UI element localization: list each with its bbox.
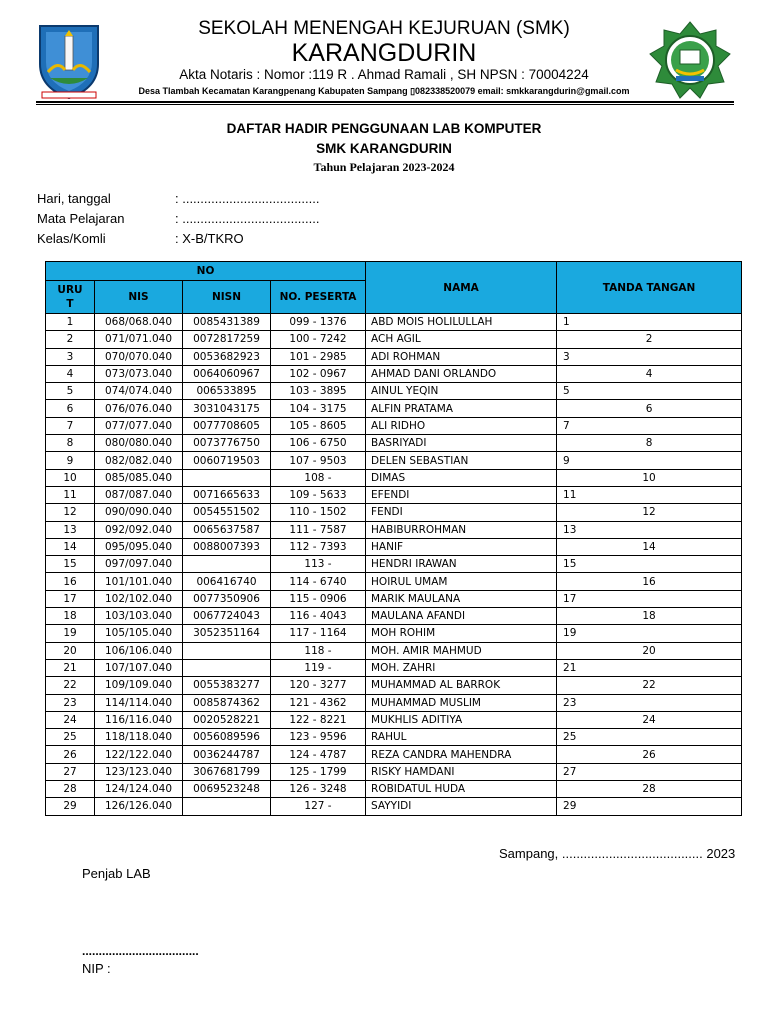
cell-no-peserta: 109 - 5633 xyxy=(271,486,366,503)
cell-nis: 068/068.040 xyxy=(95,314,183,331)
header-tanda-tangan: TANDA TANGAN xyxy=(557,262,742,314)
cell-no-peserta: 099 - 1376 xyxy=(271,314,366,331)
cell-no-peserta: 108 - xyxy=(271,469,366,486)
cell-nisn xyxy=(183,798,271,815)
cell-no-peserta: 102 - 0967 xyxy=(271,365,366,382)
cell-tanda-tangan: 16 xyxy=(557,573,742,590)
cell-nama: AINUL YEQIN xyxy=(366,383,557,400)
cell-no-peserta: 103 - 3895 xyxy=(271,383,366,400)
cell-nisn: 0065637587 xyxy=(183,521,271,538)
cell-no-peserta: 105 - 8605 xyxy=(271,417,366,434)
cell-nisn: 0054551502 xyxy=(183,504,271,521)
cell-nisn: 0036244787 xyxy=(183,746,271,763)
cell-nama: HENDRI IRAWAN xyxy=(366,556,557,573)
cell-nisn: 0056089596 xyxy=(183,729,271,746)
cell-nisn: 0073776750 xyxy=(183,435,271,452)
cell-tanda-tangan: 23 xyxy=(557,694,742,711)
cell-nis: 126/126.040 xyxy=(95,798,183,815)
cell-tanda-tangan: 19 xyxy=(557,625,742,642)
cell-no-peserta: 124 - 4787 xyxy=(271,746,366,763)
cell-nis: 076/076.040 xyxy=(95,400,183,417)
table-row xyxy=(46,400,742,417)
cell-urut: 27 xyxy=(46,763,95,780)
field-value-class: : X-B/TKRO xyxy=(175,231,244,246)
cell-nisn: 0067724043 xyxy=(183,608,271,625)
cell-no-peserta: 113 - xyxy=(271,556,366,573)
cell-nis: 082/082.040 xyxy=(95,452,183,469)
cell-tanda-tangan: 14 xyxy=(557,538,742,555)
cell-nama: SAYYIDI xyxy=(366,798,557,815)
cell-nama: AHMAD DANI ORLANDO xyxy=(366,365,557,382)
cell-nis: 071/071.040 xyxy=(95,331,183,348)
cell-urut: 21 xyxy=(46,659,95,676)
cell-nama: REZA CANDRA MAHENDRA xyxy=(366,746,557,763)
cell-tanda-tangan: 24 xyxy=(557,711,742,728)
table-row xyxy=(46,711,742,728)
cell-nis: 095/095.040 xyxy=(95,538,183,555)
cell-urut: 13 xyxy=(46,521,95,538)
cell-urut: 3 xyxy=(46,348,95,365)
cell-no-peserta: 107 - 9503 xyxy=(271,452,366,469)
cell-nis: 092/092.040 xyxy=(95,521,183,538)
cell-tanda-tangan: 7 xyxy=(557,417,742,434)
cell-nama: DELEN SEBASTIAN xyxy=(366,452,557,469)
table-row xyxy=(46,573,742,590)
cell-urut: 15 xyxy=(46,556,95,573)
cell-nama: MUHAMMAD MUSLIM xyxy=(366,694,557,711)
signer-nip: NIP : xyxy=(82,961,111,976)
cell-nisn: 0064060967 xyxy=(183,365,271,382)
table-row xyxy=(46,521,742,538)
table-row xyxy=(46,694,742,711)
field-value-subject: : ...................................... xyxy=(175,211,320,226)
cell-nama: MOH. AMIR MAHMUD xyxy=(366,642,557,659)
cell-nisn: 0077708605 xyxy=(183,417,271,434)
cell-no-peserta: 104 - 3175 xyxy=(271,400,366,417)
table-row xyxy=(46,556,742,573)
field-label-subject: Mata Pelajaran xyxy=(37,211,125,226)
table-row xyxy=(46,590,742,607)
cell-no-peserta: 127 - xyxy=(271,798,366,815)
table-row xyxy=(46,365,742,382)
cell-nis: 073/073.040 xyxy=(95,365,183,382)
cell-nis: 109/109.040 xyxy=(95,677,183,694)
cell-urut: 23 xyxy=(46,694,95,711)
cell-no-peserta: 116 - 4043 xyxy=(271,608,366,625)
cell-nis: 103/103.040 xyxy=(95,608,183,625)
table-row xyxy=(46,504,742,521)
cell-tanda-tangan: 10 xyxy=(557,469,742,486)
cell-no-peserta: 121 - 4362 xyxy=(271,694,366,711)
cell-urut: 2 xyxy=(46,331,95,348)
cell-tanda-tangan: 1 xyxy=(557,314,742,331)
cell-urut: 4 xyxy=(46,365,95,382)
cell-nisn: 0060719503 xyxy=(183,452,271,469)
table-row xyxy=(46,314,742,331)
cell-nama: ACH AGIL xyxy=(366,331,557,348)
cell-tanda-tangan: 3 xyxy=(557,348,742,365)
cell-nama: MARIK MAULANA xyxy=(366,590,557,607)
cell-tanda-tangan: 2 xyxy=(557,331,742,348)
cell-urut: 22 xyxy=(46,677,95,694)
cell-nis: 070/070.040 xyxy=(95,348,183,365)
cell-nama: EFENDI xyxy=(366,486,557,503)
cell-urut: 25 xyxy=(46,729,95,746)
cell-nis: 074/074.040 xyxy=(95,383,183,400)
cell-tanda-tangan: 29 xyxy=(557,798,742,815)
cell-tanda-tangan: 28 xyxy=(557,781,742,798)
cell-nama: MUKHLIS ADITIYA xyxy=(366,711,557,728)
document-title: DAFTAR HADIR PENGGUNAAN LAB KOMPUTER xyxy=(226,121,542,136)
school-type: SEKOLAH MENENGAH KEJURUAN (SMK) xyxy=(198,18,570,39)
cell-nama: HANIF xyxy=(366,538,557,555)
cell-nisn: 0071665633 xyxy=(183,486,271,503)
cell-nisn: 0077350906 xyxy=(183,590,271,607)
table-row xyxy=(46,781,742,798)
table-row xyxy=(46,642,742,659)
cell-no-peserta: 126 - 3248 xyxy=(271,781,366,798)
cell-nis: 080/080.040 xyxy=(95,435,183,452)
cell-nama: DIMAS xyxy=(366,469,557,486)
signature-line: ................................... xyxy=(82,944,199,958)
table-row xyxy=(46,625,742,642)
header-no-peserta: NO. PESERTA xyxy=(271,281,366,314)
cell-tanda-tangan: 12 xyxy=(557,504,742,521)
cell-tanda-tangan: 21 xyxy=(557,659,742,676)
cell-no-peserta: 100 - 7242 xyxy=(271,331,366,348)
cell-tanda-tangan: 6 xyxy=(557,400,742,417)
school-address xyxy=(0,86,768,97)
header-urut: URU T xyxy=(46,281,95,314)
cell-nis: 118/118.040 xyxy=(95,729,183,746)
cell-nisn xyxy=(183,642,271,659)
cell-nisn: 3031043175 xyxy=(183,400,271,417)
cell-nisn: 0088007393 xyxy=(183,538,271,555)
cell-urut: 6 xyxy=(46,400,95,417)
cell-urut: 20 xyxy=(46,642,95,659)
cell-urut: 1 xyxy=(46,314,95,331)
cell-urut: 24 xyxy=(46,711,95,728)
cell-urut: 17 xyxy=(46,590,95,607)
cell-nisn: 3052351164 xyxy=(183,625,271,642)
table-row xyxy=(46,435,742,452)
cell-urut: 8 xyxy=(46,435,95,452)
cell-tanda-tangan: 8 xyxy=(557,435,742,452)
table-row xyxy=(46,763,742,780)
cell-nis: 102/102.040 xyxy=(95,590,183,607)
academic-year: Tahun Pelajaran 2023-2024 xyxy=(313,160,455,174)
cell-urut: 16 xyxy=(46,573,95,590)
cell-nisn: 0085431389 xyxy=(183,314,271,331)
cell-tanda-tangan: 5 xyxy=(557,383,742,400)
cell-no-peserta: 110 - 1502 xyxy=(271,504,366,521)
cell-nisn: 0072817259 xyxy=(183,331,271,348)
cell-urut: 19 xyxy=(46,625,95,642)
cell-urut: 5 xyxy=(46,383,95,400)
table-row xyxy=(46,608,742,625)
cell-nisn xyxy=(183,556,271,573)
address-text: Desa Tlambah Kecamatan Karangpenang Kabupaten Sampang ▯082338520079 email: xyxy=(138,86,507,96)
signature-date-line: Sampang, ....................................... 2023 xyxy=(499,846,736,861)
cell-urut: 29 xyxy=(46,798,95,815)
school-email[interactable]: smkkarangdurin@gmail.com xyxy=(506,86,630,96)
cell-nis: 114/114.040 xyxy=(95,694,183,711)
cell-urut: 11 xyxy=(46,486,95,503)
cell-urut: 12 xyxy=(46,504,95,521)
cell-nama: HABIBURROHMAN xyxy=(366,521,557,538)
cell-nisn: 0020528221 xyxy=(183,711,271,728)
cell-nis: 106/106.040 xyxy=(95,642,183,659)
cell-nama: ALFIN PRATAMA xyxy=(366,400,557,417)
cell-urut: 28 xyxy=(46,781,95,798)
cell-nisn: 0053682923 xyxy=(183,348,271,365)
field-label-date: Hari, tanggal xyxy=(37,191,111,206)
header-nama: NAMA xyxy=(366,262,557,314)
cell-nis: 123/123.040 xyxy=(95,763,183,780)
cell-nis: 105/105.040 xyxy=(95,625,183,642)
cell-nisn: 006533895 xyxy=(183,383,271,400)
cell-nama: RISKY HAMDANI xyxy=(366,763,557,780)
cell-nama: FENDI xyxy=(366,504,557,521)
table-row xyxy=(46,417,742,434)
cell-tanda-tangan: 26 xyxy=(557,746,742,763)
document-subtitle: SMK KARANGDURIN xyxy=(316,141,452,156)
cell-nama: ROBIDATUL HUDA xyxy=(366,781,557,798)
cell-nisn: 006416740 xyxy=(183,573,271,590)
cell-nama: ALI RIDHO xyxy=(366,417,557,434)
cell-tanda-tangan: 25 xyxy=(557,729,742,746)
header-no-group: NO xyxy=(46,262,366,281)
table-row xyxy=(46,798,742,815)
cell-no-peserta: 111 - 7587 xyxy=(271,521,366,538)
cell-no-peserta: 106 - 6750 xyxy=(271,435,366,452)
cell-tanda-tangan: 17 xyxy=(557,590,742,607)
cell-tanda-tangan: 22 xyxy=(557,677,742,694)
cell-no-peserta: 125 - 1799 xyxy=(271,763,366,780)
cell-urut: 10 xyxy=(46,469,95,486)
cell-no-peserta: 114 - 6740 xyxy=(271,573,366,590)
cell-nama: BASRIYADI xyxy=(366,435,557,452)
header-nisn: NISN xyxy=(183,281,271,314)
cell-nisn: 0069523248 xyxy=(183,781,271,798)
cell-nis: 097/097.040 xyxy=(95,556,183,573)
cell-no-peserta: 119 - xyxy=(271,659,366,676)
table-row xyxy=(46,538,742,555)
cell-nisn: 0085874362 xyxy=(183,694,271,711)
attendance-table xyxy=(45,261,742,816)
school-notary-npsn: Akta Notaris : Nomor :119 R . Ahmad Ramali , SH NPSN : 70004224 xyxy=(179,67,589,82)
cell-urut: 18 xyxy=(46,608,95,625)
cell-no-peserta: 118 - xyxy=(271,642,366,659)
cell-nisn xyxy=(183,469,271,486)
table-row xyxy=(46,452,742,469)
header-rule-thin xyxy=(36,104,734,105)
cell-nis: 122/122.040 xyxy=(95,746,183,763)
table-row xyxy=(46,486,742,503)
cell-nama: HOIRUL UMAM xyxy=(366,573,557,590)
cell-no-peserta: 122 - 8221 xyxy=(271,711,366,728)
cell-tanda-tangan: 18 xyxy=(557,608,742,625)
cell-urut: 26 xyxy=(46,746,95,763)
field-value-date: : ...................................... xyxy=(175,191,320,206)
cell-nama: MAULANA AFANDI xyxy=(366,608,557,625)
table-body xyxy=(46,314,742,816)
table-row xyxy=(46,729,742,746)
cell-nis: 077/077.040 xyxy=(95,417,183,434)
table-row xyxy=(46,746,742,763)
cell-nama: RAHUL xyxy=(366,729,557,746)
cell-nisn: 3067681799 xyxy=(183,763,271,780)
field-label-class: Kelas/Komli xyxy=(37,231,106,246)
cell-no-peserta: 115 - 0906 xyxy=(271,590,366,607)
cell-nis: 107/107.040 xyxy=(95,659,183,676)
cell-nama: MUHAMMAD AL BARROK xyxy=(366,677,557,694)
cell-urut: 7 xyxy=(46,417,95,434)
cell-tanda-tangan: 15 xyxy=(557,556,742,573)
cell-nis: 116/116.040 xyxy=(95,711,183,728)
cell-nis: 090/090.040 xyxy=(95,504,183,521)
cell-nama: ABD MOIS HOLILULLAH xyxy=(366,314,557,331)
table-row xyxy=(46,383,742,400)
header-rule xyxy=(36,101,734,103)
cell-no-peserta: 101 - 2985 xyxy=(271,348,366,365)
cell-tanda-tangan: 4 xyxy=(557,365,742,382)
cell-no-peserta: 117 - 1164 xyxy=(271,625,366,642)
school-name: KARANGDURIN xyxy=(291,39,477,67)
cell-nisn: 0055383277 xyxy=(183,677,271,694)
cell-nis: 087/087.040 xyxy=(95,486,183,503)
cell-nama: ADI ROHMAN xyxy=(366,348,557,365)
cell-no-peserta: 123 - 9596 xyxy=(271,729,366,746)
table-row xyxy=(46,331,742,348)
table-row xyxy=(46,677,742,694)
cell-tanda-tangan: 27 xyxy=(557,763,742,780)
cell-tanda-tangan: 20 xyxy=(557,642,742,659)
table-row xyxy=(46,348,742,365)
cell-no-peserta: 112 - 7393 xyxy=(271,538,366,555)
cell-nis: 124/124.040 xyxy=(95,781,183,798)
table-row xyxy=(46,659,742,676)
cell-nama: MOH ROHIM xyxy=(366,625,557,642)
cell-nis: 085/085.040 xyxy=(95,469,183,486)
cell-urut: 9 xyxy=(46,452,95,469)
table-row xyxy=(46,469,742,486)
cell-nama: MOH. ZAHRI xyxy=(366,659,557,676)
signer-role: Penjab LAB xyxy=(82,866,151,881)
header-nis: NIS xyxy=(95,281,183,314)
cell-nis: 101/101.040 xyxy=(95,573,183,590)
cell-tanda-tangan: 13 xyxy=(557,521,742,538)
cell-tanda-tangan: 9 xyxy=(557,452,742,469)
cell-nisn xyxy=(183,659,271,676)
cell-urut: 14 xyxy=(46,538,95,555)
cell-no-peserta: 120 - 3277 xyxy=(271,677,366,694)
cell-tanda-tangan: 11 xyxy=(557,486,742,503)
